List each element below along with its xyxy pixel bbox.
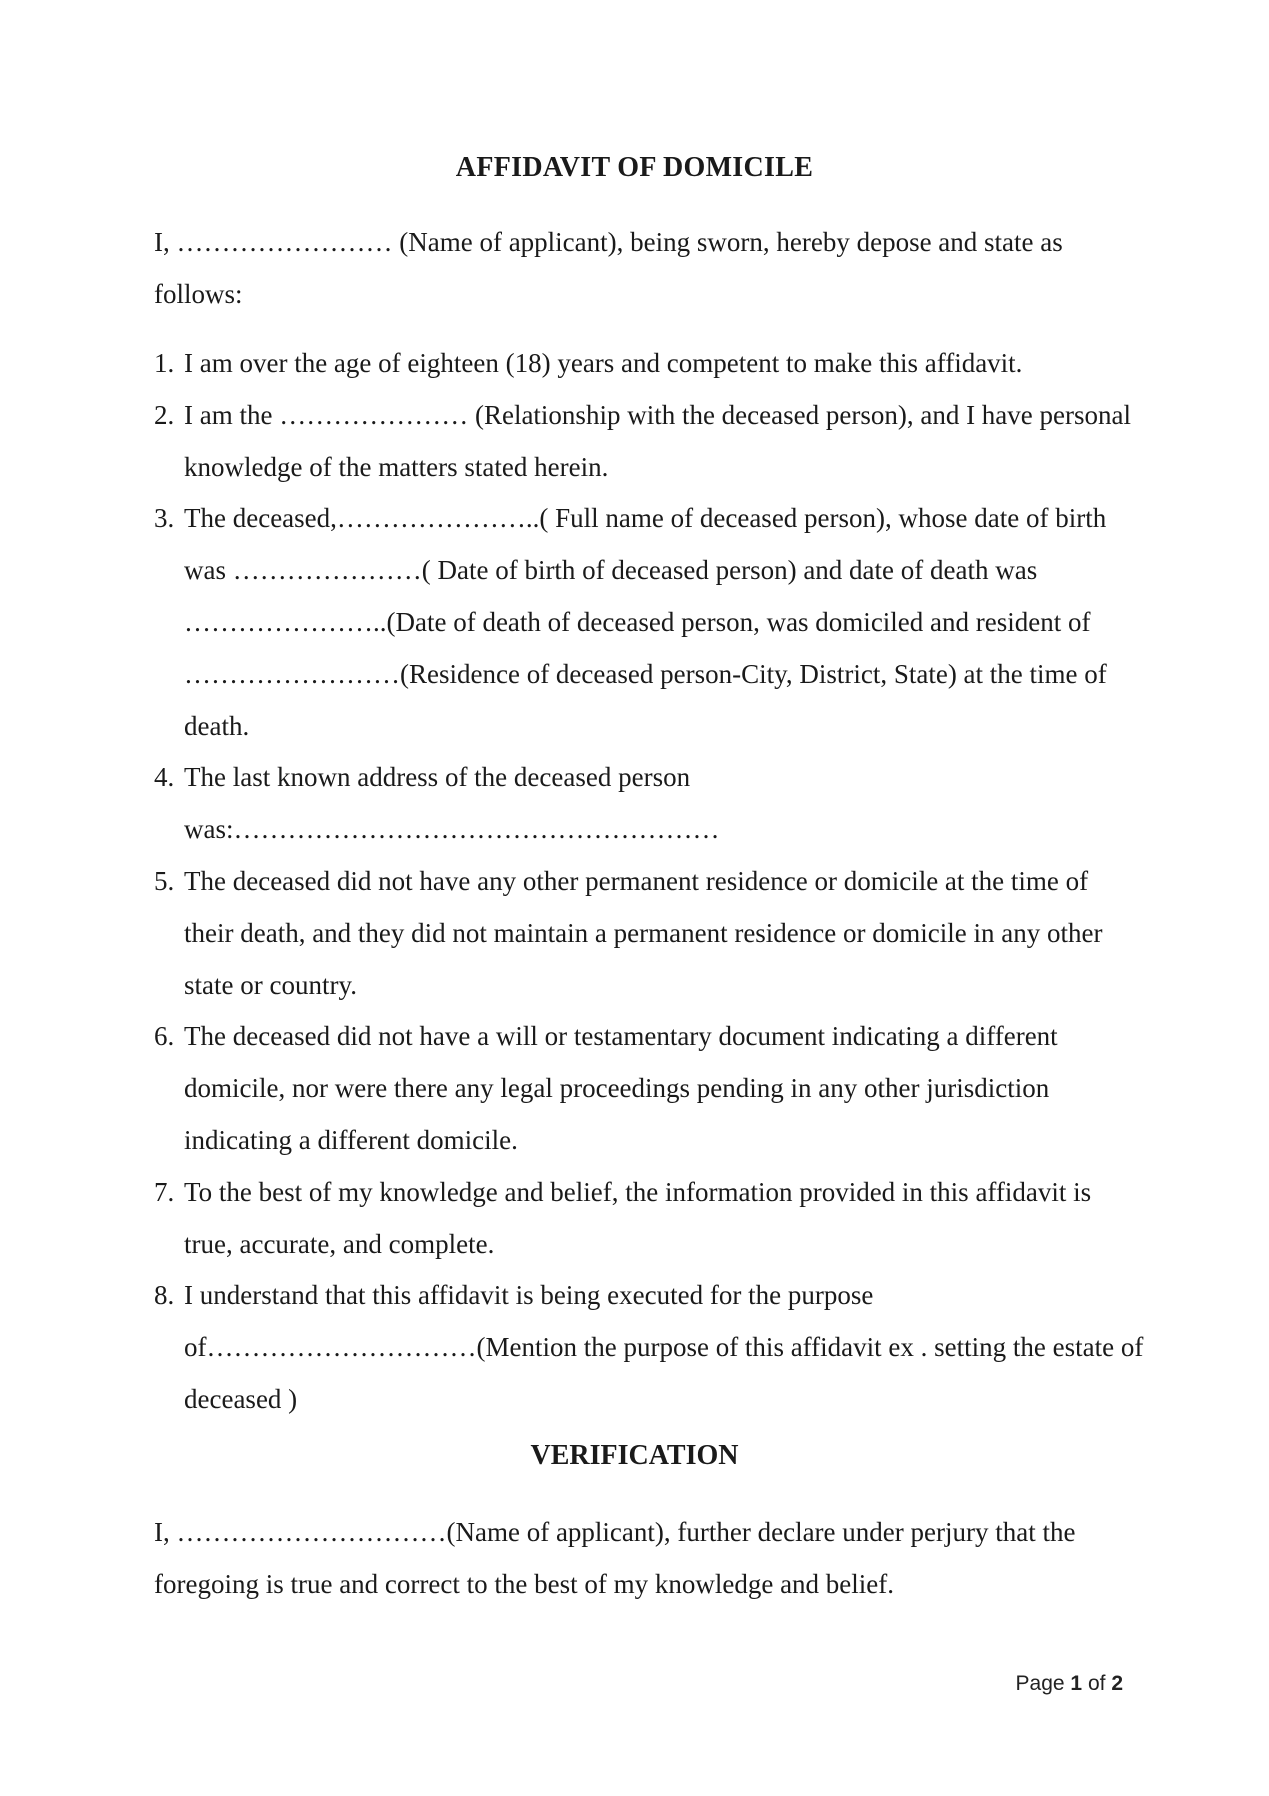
item-text: To the best of my knowledge and belief, the information provided in this affidavit is true, accurate, and complete.	[184, 1176, 1092, 1259]
list-item	[154, 390, 1144, 494]
item-text: The deceased,…………………..( Full name of deceased person), whose date of birth was …………………( Date of birth of deceased person) and date of death was …………………..(Date of death of deceased person, was domiciled and resident of ……………………(Residence of deceased person-City, District, State) at the time of death.	[184, 503, 1107, 741]
item-number: 2.	[154, 399, 175, 430]
list-item	[154, 856, 1144, 1011]
item-text: The deceased did not have a will or testamentary document indicating a different domicile, nor were there any legal proceedings pending in any other jurisdiction indicating a different domicile.	[184, 1021, 1058, 1155]
item-text: The last known address of the deceased person was:………………………………………………	[184, 762, 720, 845]
current-page: 1	[1070, 1672, 1083, 1695]
verification-heading: VERIFICATION	[530, 1440, 739, 1471]
list-item	[154, 1167, 1144, 1271]
item-number: 7.	[154, 1176, 175, 1207]
item-text: I understand that this affidavit is being executed for the purpose of…………………………(Mention the purpose of this affidavit ex . setting the estate of deceased )	[184, 1280, 1144, 1414]
list-item	[154, 752, 1144, 856]
total-pages: 2	[1111, 1672, 1123, 1695]
item-text: I am the ………………… (Relationship with the deceased person), and I have personal knowledge of the matters stated herein.	[184, 399, 1131, 482]
item-text: I am over the age of eighteen (18) years and competent to make this affidavit.	[184, 348, 1023, 378]
list-item	[154, 493, 1144, 752]
item-number: 5.	[154, 865, 175, 896]
document-title: AFFIDAVIT OF DOMICILE	[455, 152, 814, 183]
of-label: of	[1087, 1672, 1106, 1695]
item-number: 1.	[154, 348, 175, 378]
item-number: 8.	[154, 1280, 175, 1311]
item-text: The deceased did not have any other permanent residence or domicile at the time of their death, and they did not maintain a permanent residence or domicile in any other state or country.	[184, 865, 1103, 1000]
item-number: 4.	[154, 762, 175, 793]
item-number: 3.	[154, 503, 175, 534]
intro-paragraph: I, …………………… (Name of applicant), being sworn, hereby depose and state as follows:	[154, 227, 1063, 309]
list-item	[154, 1270, 1144, 1425]
affidavit-items	[154, 338, 1144, 1426]
item-number: 6.	[154, 1021, 175, 1052]
list-item	[154, 338, 1144, 390]
page-label: Page	[1015, 1672, 1065, 1695]
list-item	[154, 1011, 1144, 1166]
page-number	[1016, 1672, 1123, 1696]
verification-paragraph: I, …………………………(Name of applicant), further declare under perjury that the foregoing is true and correct to the best of my knowledge and belief.	[154, 1517, 1076, 1599]
